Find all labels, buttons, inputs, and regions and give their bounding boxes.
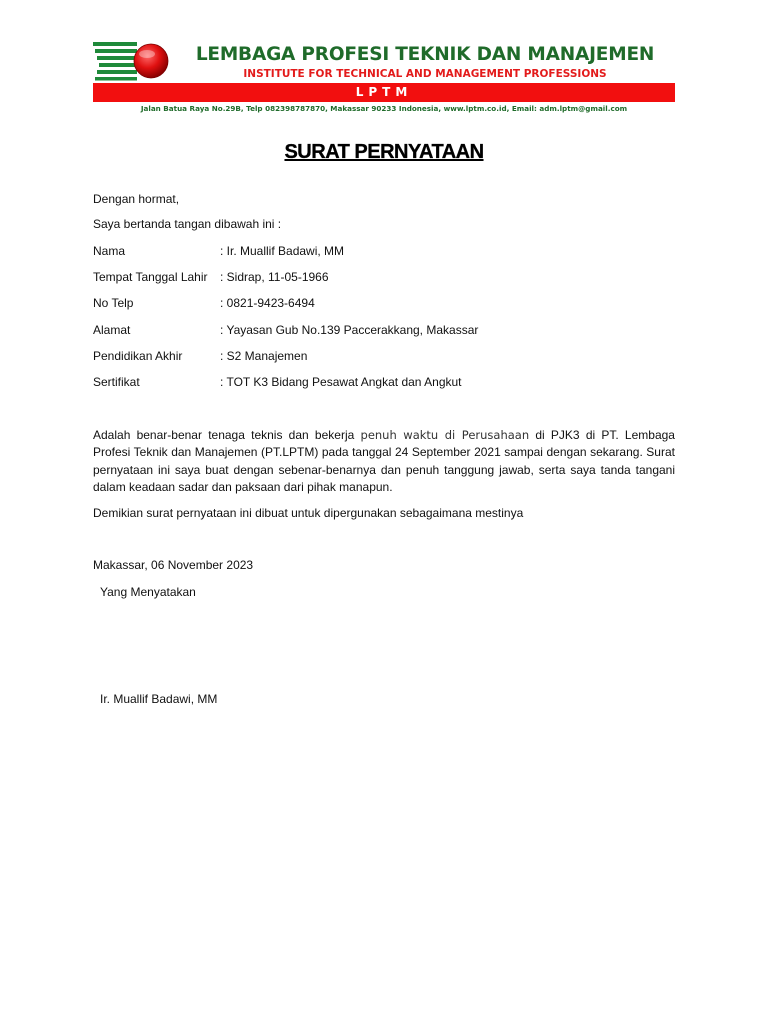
field-label-alamat: Alamat [93,323,131,337]
acronym: LPTM [355,85,413,99]
acronym-bar [93,83,675,102]
statement-part2: di PJK3 di PT. Lembaga Profesi Teknik dan Manajemen (PT.LPTM) pada tanggal 24 September 2021 sampai dengan sekarang. Surat pernyataan ini saya buat dengan sebenar-benarnya dan penuh tanggung jawab, serta saya tanda tangani dalam keadaan sadar dan paksaan dari pihak manapun. [93,428,675,495]
statement-paragraph [93,427,675,497]
field-label-pendidikan: Pendidikan Akhir [93,349,183,363]
field-label-sertifikat: Sertifikat [93,375,140,389]
signatory-label: Yang Menyatakan [100,585,196,599]
intro-line: Saya bertanda tangan dibawah ini : [93,217,282,231]
org-name: LEMBAGA PROFESI TEKNIK DAN MANAJEMEN [195,44,655,65]
closing-line: Demikian surat pernyataan ini dibuat untuk dipergunakan sebagaimana mestinya [93,506,524,520]
lptm-logo-icon [93,41,171,81]
field-value-sertifikat: : TOT K3 Bidang Pesawat Angkat dan Angkut [220,375,462,389]
field-value-nama: : Ir. Muallif Badawi, MM [220,244,345,258]
field-label-nama: Nama [93,244,126,258]
place-date: Makassar, 06 November 2023 [93,558,254,572]
field-value-alamat: : Yayasan Gub No.139 Paccerakkang, Makassar [220,323,479,337]
org-subtitle: INSTITUTE FOR TECHNICAL AND MANAGEMENT PROFESSIONS [243,68,607,80]
field-value-telp: : 0821-9423-6494 [220,296,315,310]
field-value-pendidikan: : S2 Manajemen [220,349,308,363]
field-value-ttl: : Sidrap, 11-05-1966 [220,270,329,284]
signatory-name: Ir. Muallif Badawi, MM [100,692,218,706]
field-label-ttl: Tempat Tanggal Lahir [93,270,208,284]
document-title [0,141,768,164]
field-label-telp: No Telp [93,296,134,310]
statement-highlight: penuh waktu di Perusahaan [360,428,530,442]
org-address: Jalan Batua Raya No.29B, Telp 082398787870, Makassar 90233 Indonesia, www.lptm.co.id, Email: adm.lptm@gmail.com [140,104,628,113]
document-title-text: SURAT PERNYATAAN [284,141,484,163]
greeting: Dengan hormat, [93,192,180,206]
statement-part1: Adalah benar-benar tenaga teknis dan bekerja [93,428,361,442]
